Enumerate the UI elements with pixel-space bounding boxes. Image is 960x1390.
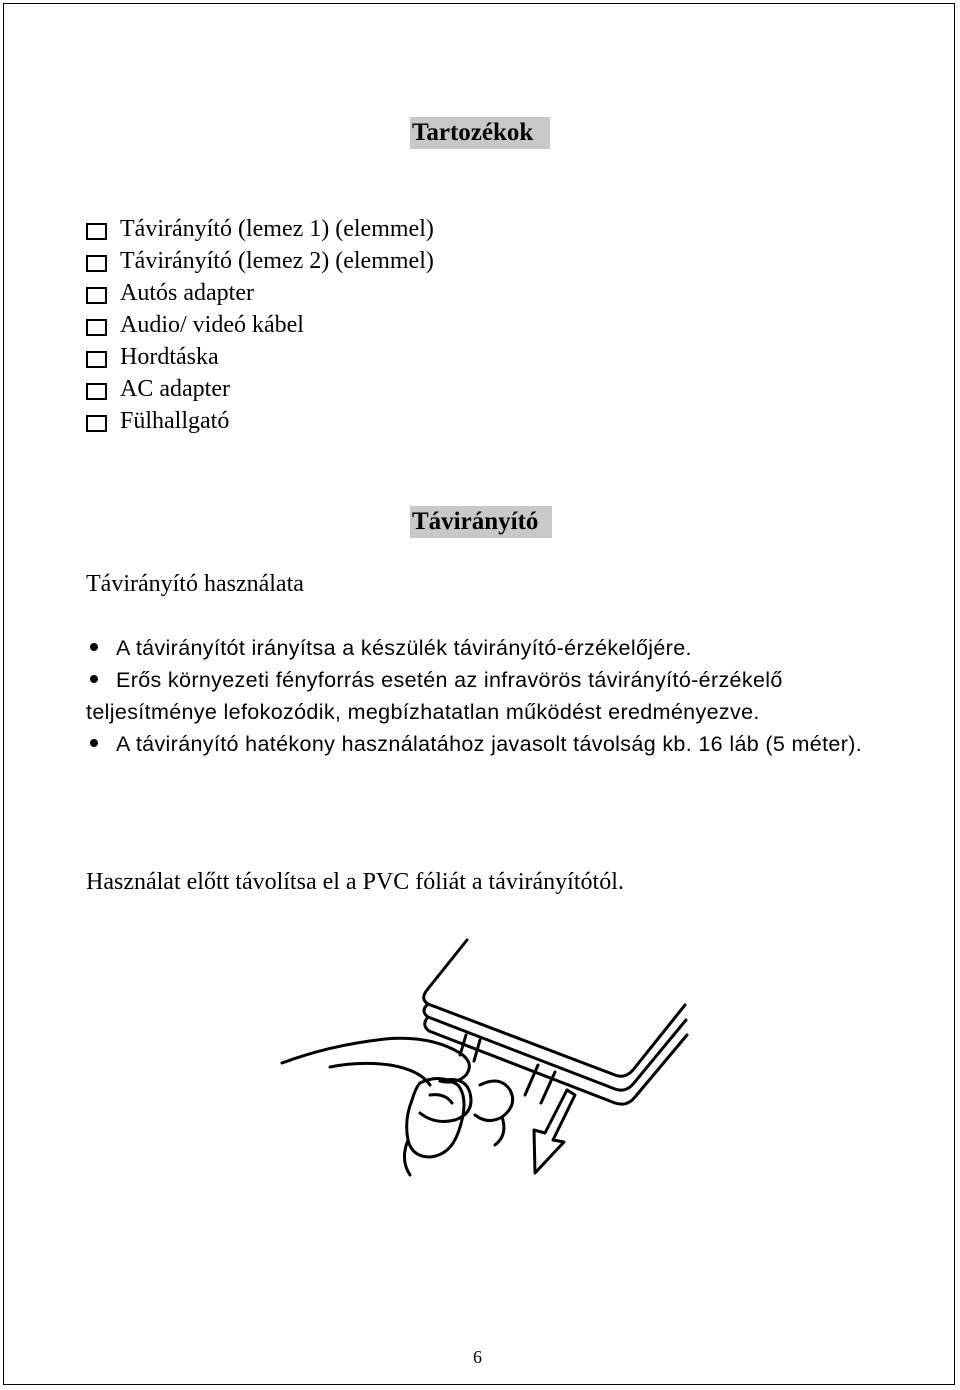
bullet-text: A távirányító hatékony használatához javasolt távolság kb. 16 láb (5 méter). — [116, 732, 863, 756]
list-item — [86, 309, 434, 341]
accessory-label: Autós adapter — [120, 280, 254, 306]
checkbox-icon — [86, 223, 107, 240]
list-item — [86, 277, 434, 309]
list-item — [86, 341, 434, 373]
checkbox-icon — [86, 415, 107, 432]
bullet-icon — [90, 675, 98, 683]
page-number: 6 — [473, 1347, 482, 1367]
list-item — [86, 405, 434, 437]
bullet-icon — [90, 739, 98, 747]
list-item — [86, 632, 876, 664]
accessory-label: Audio/ videó kábel — [120, 312, 304, 338]
checkbox-icon — [86, 383, 107, 400]
list-item — [86, 373, 434, 405]
accessory-label: Távirányító (lemez 2) (elemmel) — [120, 248, 434, 274]
pvc-film-note: Használat előtt távolítsa el a PVC fóliát a távirányítótól. — [86, 869, 624, 895]
accessories-list — [86, 213, 434, 437]
accessories-heading: Tartozékok — [410, 117, 550, 149]
bullet-icon — [90, 643, 98, 651]
list-item — [86, 664, 876, 728]
list-item — [86, 245, 434, 277]
bullet-text: A távirányítót irányítsa a készülék távirányító-érzékelőjére. — [116, 636, 692, 660]
accessory-label: Távirányító (lemez 1) (elemmel) — [120, 216, 434, 242]
checkbox-icon — [86, 351, 107, 368]
remote-heading: Távirányító — [410, 506, 552, 538]
list-item — [86, 213, 434, 245]
accessory-label: AC adapter — [120, 376, 230, 402]
remote-usage-list — [86, 632, 876, 760]
checkbox-icon — [86, 319, 107, 336]
accessory-label: Hordtáska — [120, 344, 219, 370]
checkbox-icon — [86, 287, 107, 304]
checkbox-icon — [86, 255, 107, 272]
accessory-label: Fülhallgató — [120, 408, 230, 434]
list-item — [86, 728, 876, 760]
bullet-text: Erős környezeti fényforrás esetén az infravörös távirányító-érzékelő teljesítménye lefokozódik, megbízhatatlan működést eredményezve. — [86, 668, 783, 724]
hand-removing-remote-film-illustration — [270, 935, 690, 1185]
remote-usage-subheading: Távirányító használata — [86, 571, 304, 597]
